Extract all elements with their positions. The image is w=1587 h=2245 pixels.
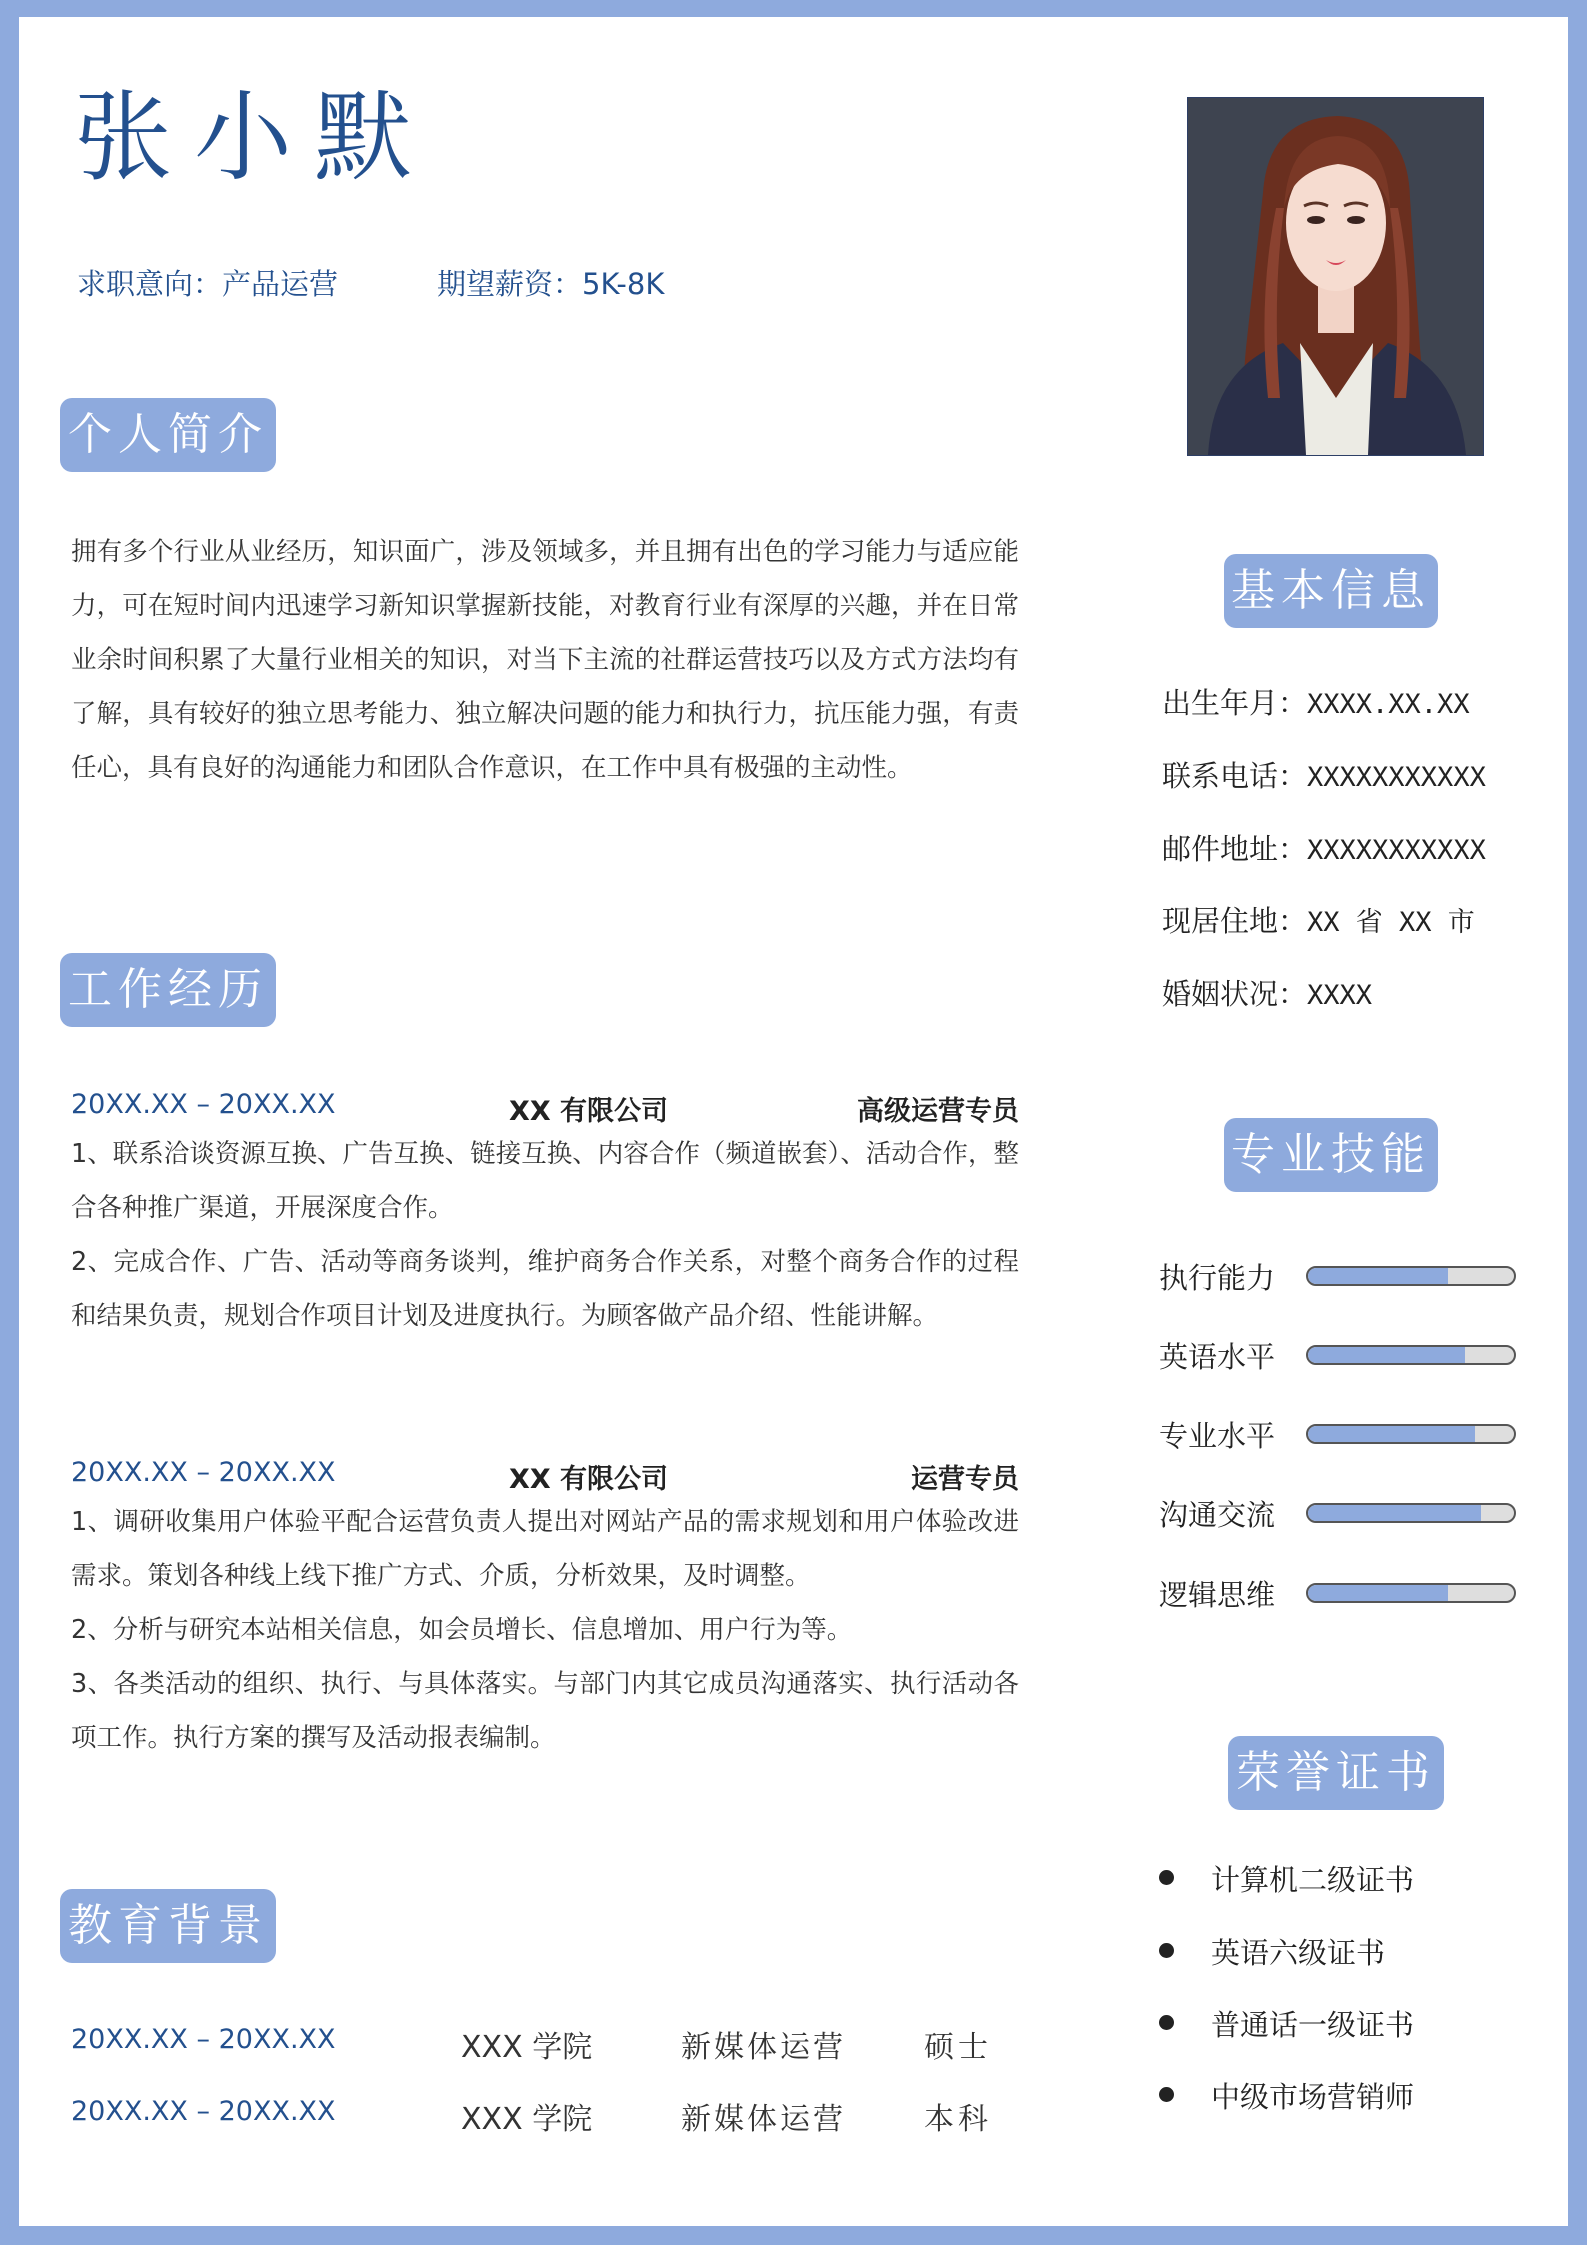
info-value: XX 省 XX 市 xyxy=(1307,907,1475,938)
edu-degree: 本科 xyxy=(924,2102,992,2137)
info-label: 婚姻状况： xyxy=(1162,977,1308,1011)
skill-bar xyxy=(1306,1583,1516,1603)
job-company: XX 有限公司 xyxy=(509,1464,669,1495)
section-heading-work: 工作经历 xyxy=(60,953,276,1027)
skill-bar xyxy=(1306,1503,1516,1523)
job-role: 高级运营专员 xyxy=(857,1096,1019,1127)
certificate-name: 普通话一级证书 xyxy=(1211,2008,1415,2042)
job-role: 运营专员 xyxy=(911,1464,1019,1495)
bullet-icon xyxy=(1159,2015,1174,2030)
bullet-icon xyxy=(1159,1870,1174,1885)
skill-bar-fill xyxy=(1308,1347,1465,1363)
portrait-illustration xyxy=(1188,98,1483,455)
skill-bar xyxy=(1306,1424,1516,1444)
info-label: 邮件地址： xyxy=(1162,832,1308,866)
job-header-2 xyxy=(71,1449,1019,1499)
info-birth xyxy=(1162,681,1470,731)
resume-page xyxy=(19,17,1568,2226)
skill-bar xyxy=(1306,1345,1516,1365)
edu-major: 新媒体运营 xyxy=(681,2030,846,2065)
skill-label: 专业水平 xyxy=(1159,1419,1276,1453)
edu-date: 20XX.XX – 20XX.XX xyxy=(71,2024,336,2055)
skill-bar-fill xyxy=(1308,1585,1448,1601)
skill-label: 逻辑思维 xyxy=(1159,1578,1276,1612)
edu-date: 20XX.XX – 20XX.XX xyxy=(71,2096,336,2127)
job-duty: 1、调研收集用户体验平配合运营负责人提出对网站产品的需求规划和用户体验改进需求。策划各种线上线下推广方式、介质，分析效果，及时调整。 xyxy=(71,1507,1019,1591)
skill-label: 英语水平 xyxy=(1159,1340,1276,1374)
job-date: 20XX.XX – 20XX.XX xyxy=(71,1089,336,1120)
info-residence xyxy=(1162,899,1475,949)
profile-text: 拥有多个行业从业经历，知识面广，涉及领域多，并且拥有出色的学习能力与适应能力，可在短时间内迅速学习新知识掌握新技能，对教育行业有深厚的兴趣，并在日常业余时间积累了大量行业相关的知识，对当下主流的社群运营技巧以及方式方法均有了解，具有较好的独立思考能力、独立解决问题的能力和执行力，抗压能力强，有责任心，具有良好的沟通能力和团队合作意识，在工作中具有极强的主动性。 xyxy=(71,537,1019,783)
skill-bar xyxy=(1306,1266,1516,1286)
info-phone xyxy=(1162,754,1486,804)
certificate-name: 计算机二级证书 xyxy=(1211,1863,1415,1897)
job-header-1 xyxy=(71,1081,1019,1131)
job-duty: 1、联系洽谈资源互换、广告互换、链接互换、内容合作（频道嵌套）、活动合作，整合各种推广渠道，开展深度合作。 xyxy=(71,1139,1019,1223)
section-heading-skills: 专业技能 xyxy=(1224,1118,1438,1192)
info-value: XXXXXXXXXXX xyxy=(1307,835,1486,866)
job-duty: 3、各类活动的组织、执行、与具体落实。与部门内其它成员沟通落实、执行活动各项工作。执行方案的撰写及活动报表编制。 xyxy=(71,1669,1019,1753)
job-company: XX 有限公司 xyxy=(509,1096,669,1127)
candidate-name: 张小默 xyxy=(74,81,435,195)
edu-degree: 硕士 xyxy=(924,2030,992,2065)
profile-photo xyxy=(1187,97,1484,456)
section-heading-education: 教育背景 xyxy=(60,1889,276,1963)
expected-salary: 期望薪资：5K-8K xyxy=(437,267,665,301)
job-duty: 2、分析与研究本站相关信息，如会员增长、信息增加、用户行为等。 xyxy=(71,1615,853,1645)
info-value: XXXX xyxy=(1307,980,1373,1011)
education-row xyxy=(71,2016,1019,2066)
info-label: 联系电话： xyxy=(1162,759,1308,793)
info-value: XXXX.XX.XX xyxy=(1307,689,1470,720)
certificate-name: 英语六级证书 xyxy=(1211,1936,1386,1970)
edu-school: XXX 学院 xyxy=(461,2102,593,2137)
skill-label: 执行能力 xyxy=(1159,1261,1276,1295)
section-heading-certificates: 荣誉证书 xyxy=(1228,1736,1444,1810)
skill-label: 沟通交流 xyxy=(1159,1498,1276,1532)
section-heading-basic-info: 基本信息 xyxy=(1224,554,1438,628)
skill-bar-fill xyxy=(1308,1426,1475,1442)
info-marital xyxy=(1162,972,1372,1022)
job-date: 20XX.XX – 20XX.XX xyxy=(71,1457,336,1488)
job-intent: 求职意向：产品运营 xyxy=(77,267,339,301)
edu-school: XXX 学院 xyxy=(461,2030,593,2065)
info-email xyxy=(1162,827,1486,877)
skill-bar-fill xyxy=(1308,1268,1448,1284)
skill-bar-fill xyxy=(1308,1505,1481,1521)
certificate-name: 中级市场营销师 xyxy=(1211,2080,1415,2114)
info-label: 出生年月： xyxy=(1162,686,1308,720)
bullet-icon xyxy=(1159,2087,1174,2102)
edu-major: 新媒体运营 xyxy=(681,2102,846,2137)
section-heading-profile: 个人简介 xyxy=(60,398,276,472)
education-row xyxy=(71,2088,1019,2138)
info-value: XXXXXXXXXXX xyxy=(1307,762,1486,793)
bullet-icon xyxy=(1159,1943,1174,1958)
info-label: 现居住地： xyxy=(1162,904,1308,938)
job-duty: 2、完成合作、广告、活动等商务谈判，维护商务合作关系，对整个商务合作的过程和结果负责，规划合作项目计划及进度执行。为顾客做产品介绍、性能讲解。 xyxy=(71,1247,1019,1331)
